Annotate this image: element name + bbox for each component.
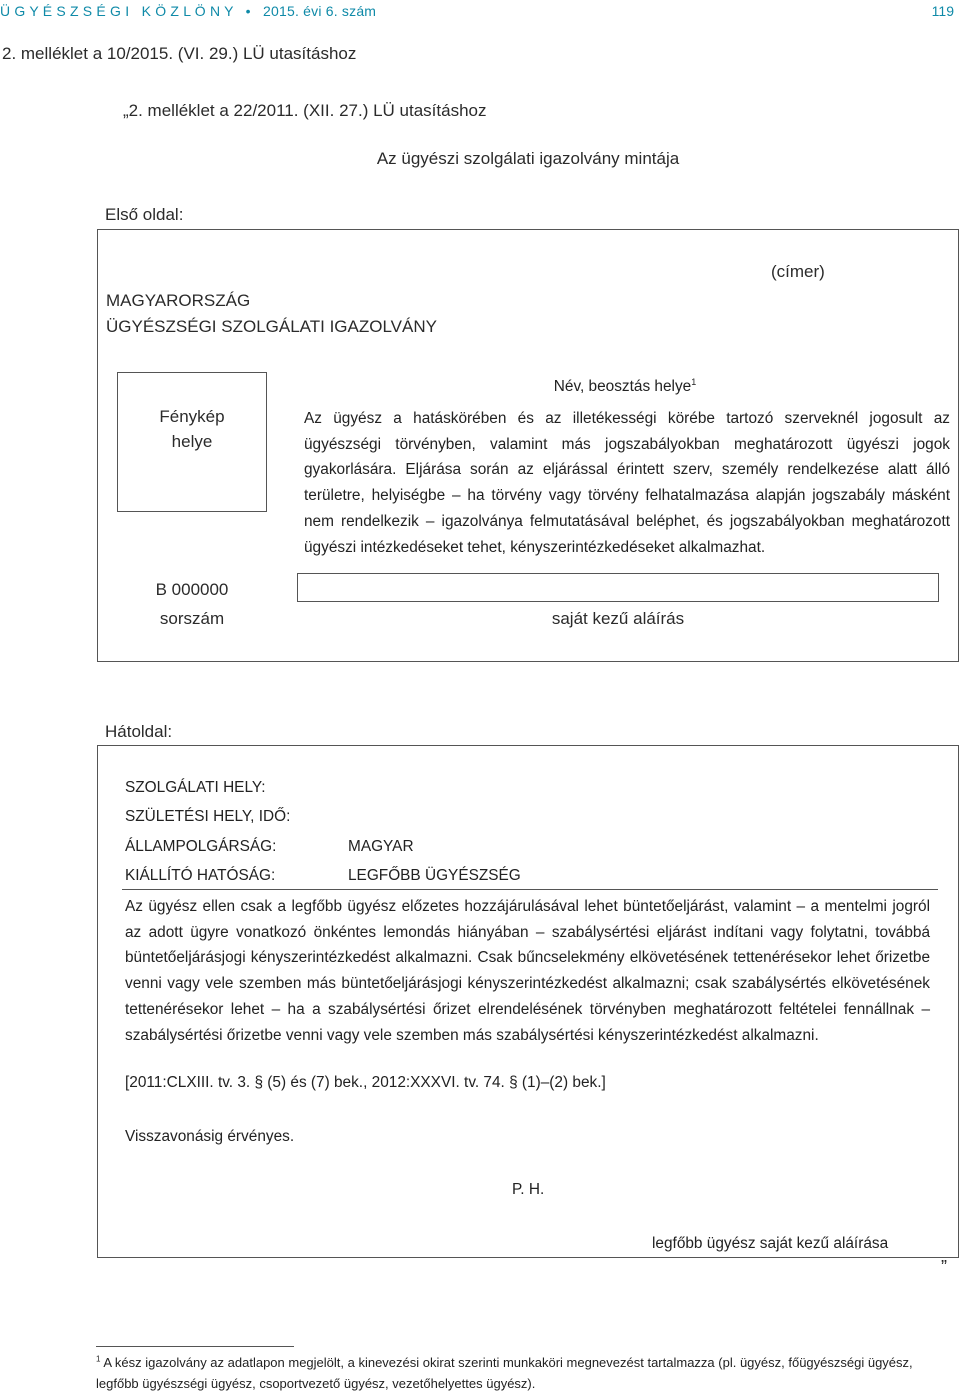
footnote-separator xyxy=(96,1346,294,1347)
validity-text: Visszavonásig érvényes. xyxy=(125,1128,295,1145)
issuing-authority-value: LEGFŐBB ÜGYÉSZSÉG xyxy=(348,867,521,884)
country-name: MAGYARORSZÁG xyxy=(106,291,251,310)
footnote-text: A kész igazolvány az adatlapon megjelölt, a kinevezési okirat szerinti munkaköri megnevezést tartalmazza (pl. ügyész, főügyészségi ügyész, legfőbb ügyészségi ügyész, csoportvezető ügyész, vezetőhelyettes ügyész). xyxy=(96,1355,913,1391)
signature-label: saját kezű aláírás xyxy=(551,609,685,628)
serial-number: B 000000 xyxy=(155,580,229,599)
citizenship-value: MAGYAR xyxy=(348,838,414,855)
back-side-label: Hátoldal: xyxy=(105,722,173,741)
birth-place-date-label: SZÜLETÉSI HELY, IDŐ: xyxy=(125,808,291,825)
journal-header: Ü G Y É S Z S É G I K Ö Z L Ö N Y • 2015. évi 6. szám xyxy=(0,3,377,19)
coat-of-arms-placeholder: (címer) xyxy=(771,262,825,281)
name-position-field xyxy=(300,378,950,396)
citizenship-label: ÁLLAMPOLGÁRSÁG: xyxy=(125,838,277,855)
immunity-text: Az ügyész ellen csak a legfőbb ügyész előzetes hozzájárulásával lehet büntetőeljárást, valamint – a mentelmi jogról az adott ügyre vonatkozó önkéntes lemondás hiányában – szabálysértési eljárást indítani vagy folytatni, továbbá büntetőeljárásjogi kényszerintézkedést alkalmazni. Csak bűncselekmény elkövetésének tettenérésekor lehet őrizetbe venni vagy vele szemben más büntetőeljárásjogi kényszerintézkedést alkalmazni; csak szabálysértés elkövetésének tettenérésekor lehet – ha a szabálysértési őrizet elrendelésének törvényben meghatározott feltételei fennállnak – szabálysértési őrizetbe venni vagy vele szemben más szabálysértési kényszerintézkedést alkalmazni. xyxy=(125,898,930,1044)
issuing-authority-label: KIÁLLÍTÓ HATÓSÁG: xyxy=(125,867,276,884)
authorization-text: Az ügyész a hatáskörében és az illetékességi körébe tartozó szerveknél jogosult az ügyészségi törvényben, valamint más jogszabályokban meghatározott ügyészi jogok gyakorlására. Eljárása során az eljárással érintett szerv, személy rendelkezése alatt álló területre, helyiségbe – ha törvény vagy törvény felhatalmazása alapján jogszabály másként nem rendelkezik – igazolványa felmutatásával beléphet, és jogszabályokban meghatározott ügyészi intézkedéseket tehet, kényszerintézkedéseket alkalmazhat. xyxy=(304,410,950,556)
stamp-placeholder: P. H. xyxy=(512,1181,545,1198)
footnote-reference: 1 xyxy=(691,376,697,387)
photo-label-line2: helye xyxy=(171,432,213,451)
page-number: 119 xyxy=(931,3,954,19)
divider xyxy=(122,889,938,890)
service-place-label: SZOLGÁLATI HELY: xyxy=(125,779,266,796)
front-side-label: Első oldal: xyxy=(105,205,184,224)
annex-title: 2. melléklet a 10/2015. (VI. 29.) LÜ utasításhoz xyxy=(2,44,357,63)
footnote xyxy=(96,1352,958,1394)
photo-label-line1: Fénykép xyxy=(159,407,225,426)
card-title: ÜGYÉSZSÉGI SZOLGÁLATI IGAZOLVÁNY xyxy=(106,317,437,336)
document-title: Az ügyészi szolgálati igazolvány mintája xyxy=(376,149,680,168)
annex-subtitle: „2. melléklet a 22/2011. (XII. 27.) LÜ utasításhoz xyxy=(123,101,487,120)
footnote-mark: 1 xyxy=(96,1354,101,1364)
signature-box xyxy=(297,573,939,602)
legal-reference: [2011:CLXIII. tv. 3. § (5) és (7) bek., 2012:XXXVI. tv. 74. § (1)–(2) bek.] xyxy=(125,1074,606,1091)
chief-prosecutor-signature-label: legfőbb ügyész saját kezű aláírása xyxy=(652,1235,889,1252)
serial-label: sorszám xyxy=(159,609,225,628)
closing-quote: ” xyxy=(941,1257,947,1277)
name-position-label: Név, beosztás helye xyxy=(553,378,692,395)
